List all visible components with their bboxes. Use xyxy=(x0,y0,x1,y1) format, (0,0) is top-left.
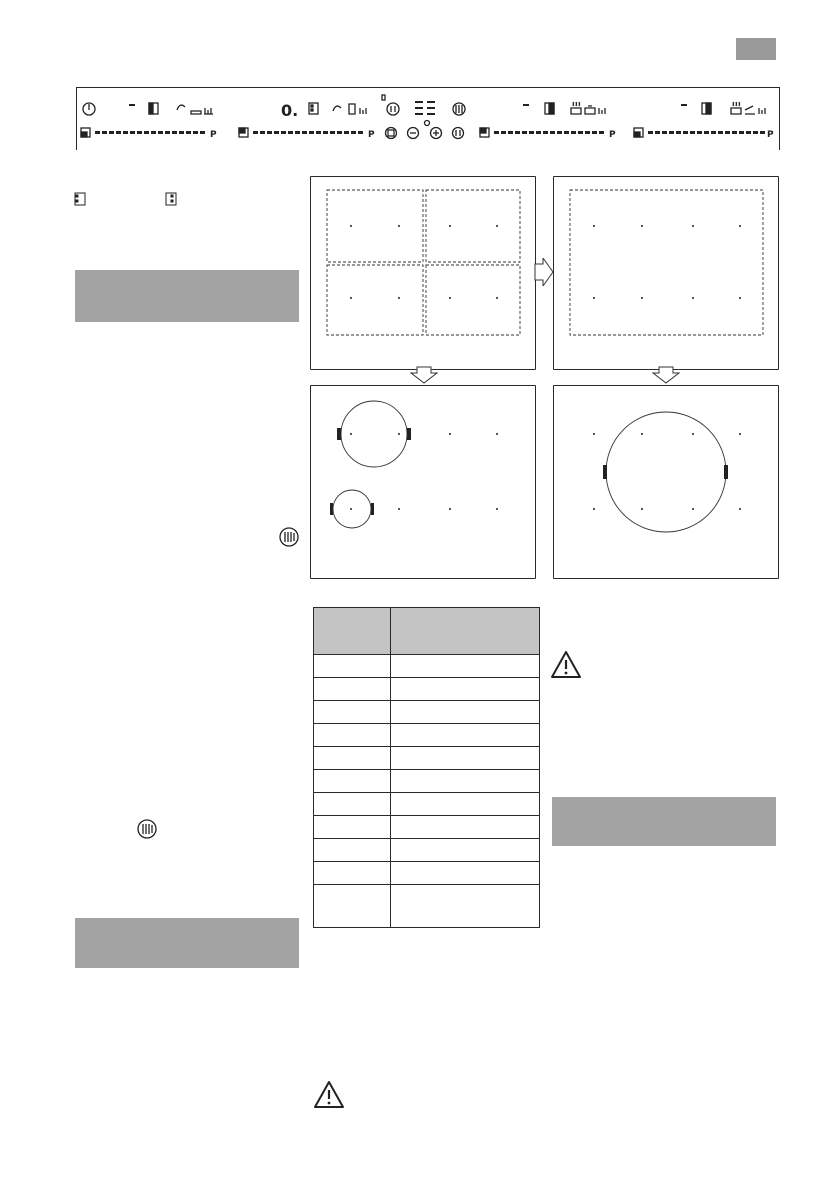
slider-segment xyxy=(550,131,555,134)
table-row xyxy=(314,793,540,816)
stopgo-icon xyxy=(453,128,464,139)
minus-icon xyxy=(408,128,419,139)
zone-inline-icons xyxy=(74,192,184,206)
slider-segment xyxy=(144,131,149,134)
table-cell xyxy=(314,793,391,816)
zone-display-icon xyxy=(309,103,318,114)
slider-zone-2 xyxy=(239,128,248,137)
diagram-two-pans xyxy=(310,385,536,579)
table-cell xyxy=(314,862,391,885)
control-panel-illustration xyxy=(76,87,780,150)
pot-steam-icon xyxy=(571,102,605,114)
table-cell xyxy=(391,724,540,747)
table-cell xyxy=(314,885,391,928)
slider-segment xyxy=(697,131,702,134)
section-heading-bar-3 xyxy=(552,797,776,846)
slider-segment xyxy=(564,131,569,134)
table-row xyxy=(314,885,540,928)
slider-segment xyxy=(281,131,286,134)
table-cell xyxy=(314,839,391,862)
diagram-four-zones xyxy=(310,176,536,370)
slider-segment xyxy=(200,131,205,134)
slider-segment xyxy=(669,131,674,134)
table-row xyxy=(314,816,540,839)
slider-zone-1 xyxy=(81,128,90,137)
slider-segment xyxy=(109,131,114,134)
slider-segment xyxy=(711,131,716,134)
power-level-label-2: P xyxy=(368,130,375,140)
slider-segment xyxy=(151,131,156,134)
slider-segment xyxy=(344,131,349,134)
page-tab-marker xyxy=(736,38,776,60)
table-cell xyxy=(391,770,540,793)
table-row xyxy=(314,862,540,885)
bridge-function-icon xyxy=(453,103,465,115)
arrow-down-icon-2 xyxy=(652,366,680,384)
slider-segment xyxy=(592,131,597,134)
slider-segment xyxy=(494,131,499,134)
table-row xyxy=(314,839,540,862)
arrow-down-icon-1 xyxy=(410,366,438,384)
slider-segment xyxy=(543,131,548,134)
diagram-large-pan xyxy=(553,385,779,579)
slider-segment xyxy=(522,131,527,134)
slider-segment xyxy=(137,131,142,134)
slider-segment xyxy=(718,131,723,134)
slider-segment xyxy=(746,131,751,134)
slider-segment xyxy=(330,131,335,134)
power-level-label-3: P xyxy=(609,130,616,140)
zone-selector-icon xyxy=(149,103,158,114)
slider-zone-3 xyxy=(480,128,489,137)
table-row xyxy=(314,770,540,793)
slider-segment xyxy=(648,131,653,134)
power-level-label-4: P xyxy=(767,130,774,140)
table-cell xyxy=(391,678,540,701)
warning-triangle-icon-2 xyxy=(313,1080,345,1110)
table-cell xyxy=(391,655,540,678)
table-cell xyxy=(391,701,540,724)
control-panel-icons xyxy=(77,88,779,150)
diagram-full-zone xyxy=(553,176,779,370)
slider-segment xyxy=(323,131,328,134)
zone-right-icon xyxy=(166,193,176,205)
pan-keep-warm-icon xyxy=(177,105,213,114)
bridge-icon xyxy=(333,104,366,114)
table-row xyxy=(314,701,540,724)
slider-segment xyxy=(95,131,100,134)
slider-segment xyxy=(536,131,541,134)
slider-segment xyxy=(165,131,170,134)
plus-icon xyxy=(425,121,442,139)
slider-zone-4 xyxy=(634,128,643,137)
table-row xyxy=(314,747,540,770)
slider-segment xyxy=(193,131,198,134)
slider-segment xyxy=(179,131,184,134)
slider-segment xyxy=(288,131,293,134)
slider-segment xyxy=(571,131,576,134)
slider-segment xyxy=(676,131,681,134)
power-level-label-1: P xyxy=(210,130,217,140)
table-row xyxy=(314,655,540,678)
table-cell xyxy=(314,747,391,770)
warning-triangle-icon xyxy=(550,650,582,680)
slider-segment xyxy=(501,131,506,134)
zone-display-digit: 0. xyxy=(281,101,299,120)
slider-segment xyxy=(337,131,342,134)
slider-segment xyxy=(739,131,744,134)
arrow-right-icon xyxy=(534,258,554,286)
slider-segment xyxy=(302,131,307,134)
settings-table xyxy=(313,607,540,928)
slider-segment xyxy=(316,131,321,134)
slider-segment xyxy=(515,131,520,134)
table-cell xyxy=(314,816,391,839)
slider-segment xyxy=(351,131,356,134)
slider-segment xyxy=(690,131,695,134)
power-icon xyxy=(83,103,95,115)
table-row xyxy=(314,678,540,701)
table-cell xyxy=(391,862,540,885)
slider-segment xyxy=(557,131,562,134)
slider-segment xyxy=(102,131,107,134)
slider-segment xyxy=(578,131,583,134)
table-cell xyxy=(314,724,391,747)
slider-segment xyxy=(655,131,660,134)
table-cell xyxy=(391,885,540,928)
table-cell xyxy=(391,839,540,862)
slider-segment xyxy=(274,131,279,134)
slider-segment xyxy=(116,131,121,134)
slider-segment xyxy=(186,131,191,134)
table-header-cell xyxy=(391,608,540,655)
slider-segment xyxy=(130,131,135,134)
pause-icon xyxy=(382,95,399,115)
slider-segment xyxy=(683,131,688,134)
table-row xyxy=(314,724,540,747)
slider-segment xyxy=(295,131,300,134)
slider-segment xyxy=(172,131,177,134)
bridge-icon-inline xyxy=(136,818,158,840)
slider-segment xyxy=(260,131,265,134)
slider-segment xyxy=(704,131,709,134)
table-cell xyxy=(314,701,391,724)
slider-segment xyxy=(358,131,363,134)
zone-left-icon xyxy=(75,193,85,205)
slider-segment xyxy=(760,131,765,134)
slider-segment xyxy=(253,131,258,134)
section-heading-bar-2 xyxy=(75,918,299,968)
slider-segment xyxy=(725,131,730,134)
lock-icon xyxy=(386,128,397,139)
table-header-row xyxy=(314,608,540,655)
slider-segment xyxy=(529,131,534,134)
slider-segment xyxy=(585,131,590,134)
slider-segment xyxy=(508,131,513,134)
slider-segment xyxy=(662,131,667,134)
slider-segment xyxy=(599,131,604,134)
slider-segment xyxy=(753,131,758,134)
table-cell xyxy=(314,678,391,701)
timer-display-icon xyxy=(415,102,435,114)
table-cell xyxy=(391,816,540,839)
table-header-cell xyxy=(314,608,391,655)
table-cell xyxy=(391,793,540,816)
bridge-icon xyxy=(278,526,300,548)
slider-segment xyxy=(309,131,314,134)
table-cell xyxy=(391,747,540,770)
slider-segment xyxy=(267,131,272,134)
section-heading-bar-1 xyxy=(75,270,299,322)
slider-segment xyxy=(732,131,737,134)
table-cell xyxy=(314,770,391,793)
slider-segment xyxy=(158,131,163,134)
table-cell xyxy=(314,655,391,678)
slider-segment xyxy=(123,131,128,134)
